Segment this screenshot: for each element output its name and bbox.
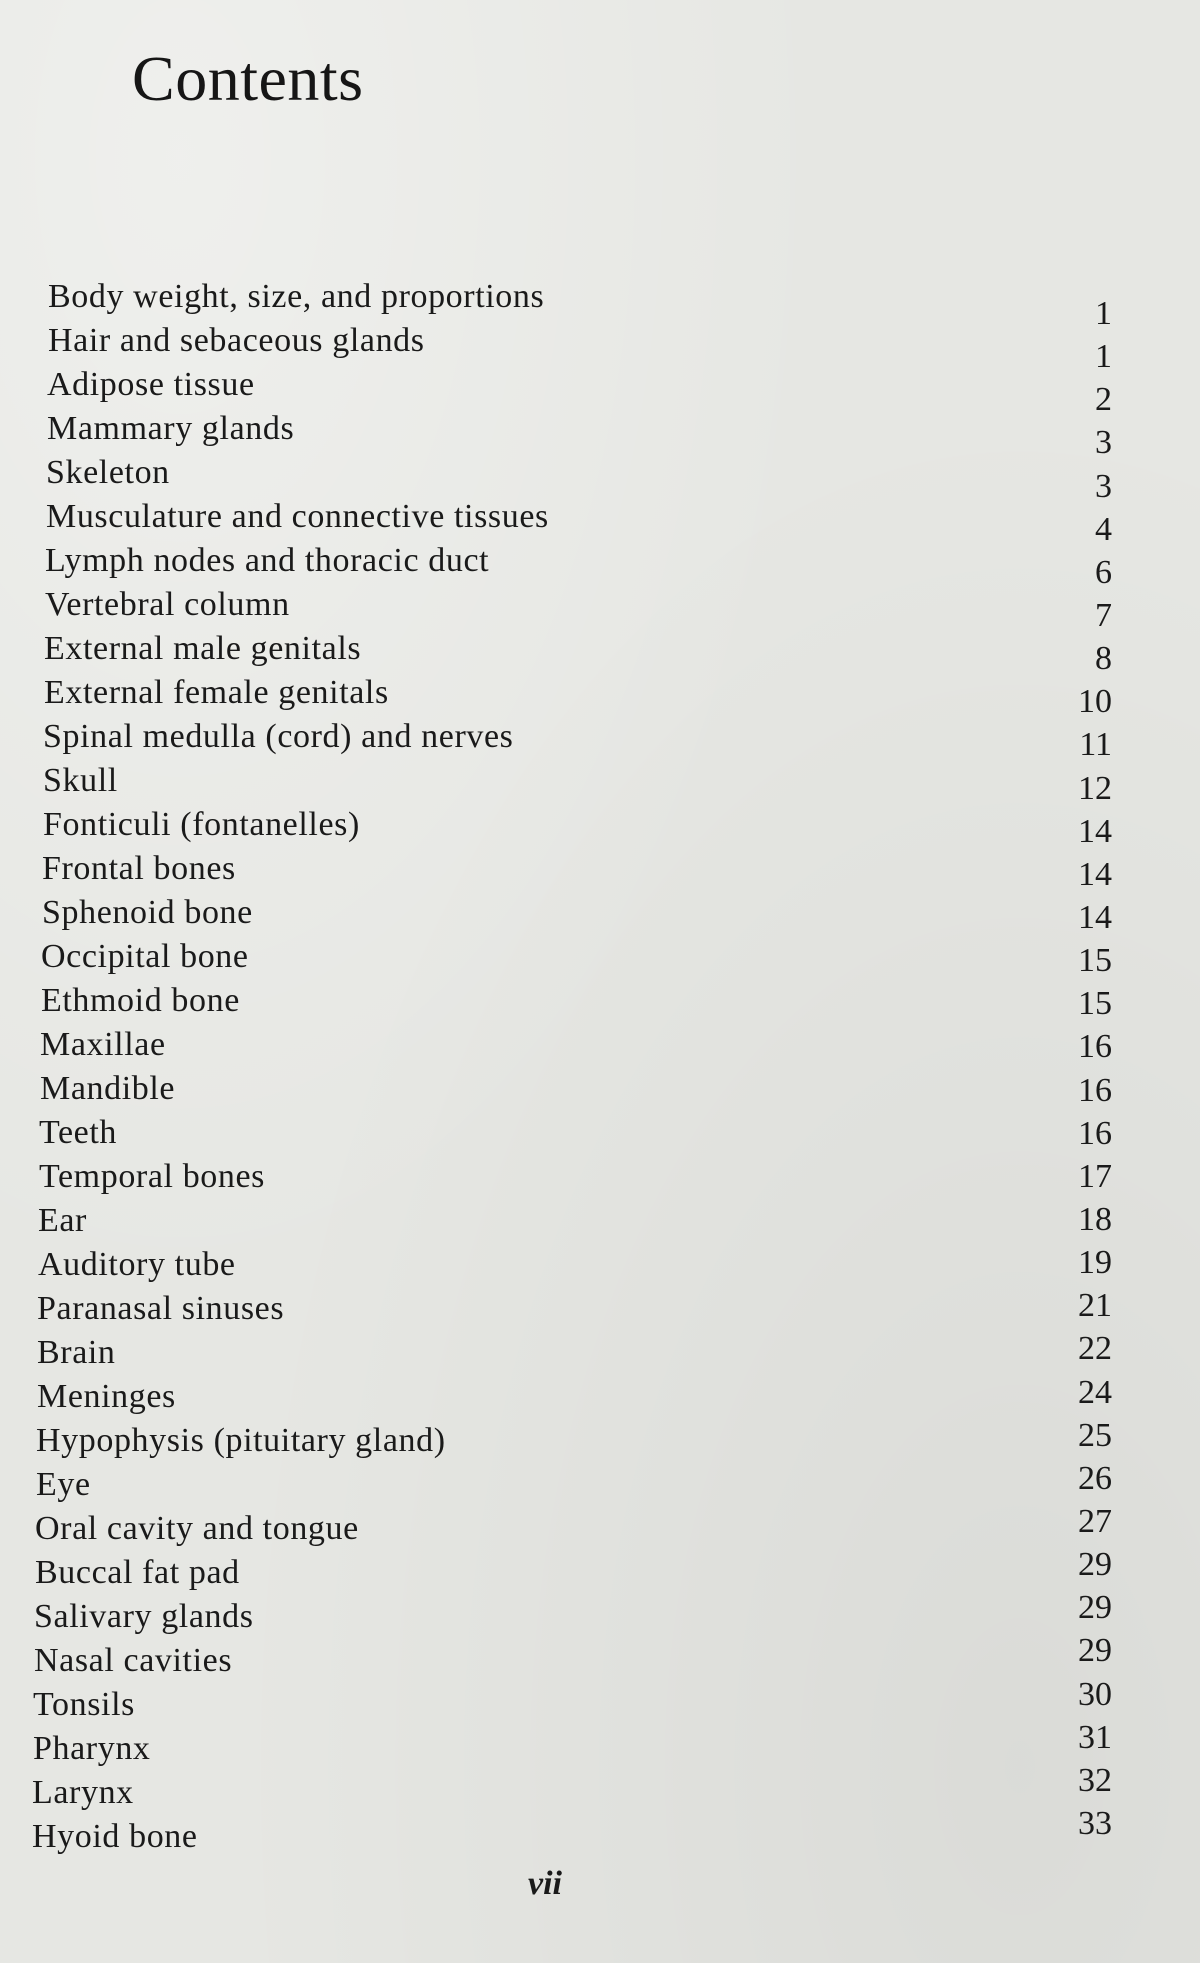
toc-entry-title: Meninges [37, 1378, 176, 1415]
toc-entry-page-number: 14 [1078, 813, 1112, 850]
toc-entry-page-number: 15 [1078, 985, 1112, 1022]
toc-entry-title: Mandible [40, 1070, 176, 1107]
toc-entry-page-number: 29 [1078, 1589, 1112, 1626]
toc-entry-title: External female genitals [44, 674, 389, 711]
toc-entry-title: Skeleton [46, 454, 170, 491]
toc-entry-title: Vertebral column [45, 586, 290, 623]
toc-entry-page-number: 1 [1095, 338, 1112, 375]
toc-entry-title: Hyoid bone [32, 1818, 198, 1855]
toc-entry-title: Paranasal sinuses [37, 1290, 285, 1327]
toc-entry-page-number: 11 [1079, 726, 1112, 763]
toc-entry-page-number: 3 [1095, 468, 1112, 505]
toc-entry-title: Body weight, size, and proportions [48, 278, 545, 315]
toc-entry-page-number: 4 [1095, 511, 1112, 548]
toc-entry-page-number: 15 [1078, 942, 1112, 979]
toc-entry-title: Pharynx [33, 1730, 151, 1767]
toc-entry-title: Maxillae [40, 1026, 166, 1063]
toc-entry-page-number: 30 [1078, 1676, 1112, 1713]
toc-entry-title: Brain [37, 1334, 116, 1371]
page-title: Contents [132, 43, 364, 114]
toc-entry-title: Ethmoid bone [41, 982, 240, 1019]
toc-entry-page-number: 32 [1078, 1762, 1112, 1799]
toc-entry-page-number: 22 [1078, 1330, 1112, 1367]
toc-entry-page-number: 8 [1095, 640, 1112, 677]
toc-entry-page-number: 29 [1078, 1546, 1112, 1583]
toc-entry-title: Hypophysis (pituitary gland) [36, 1422, 446, 1459]
toc-entry-page-number: 12 [1078, 770, 1112, 807]
toc-entry-page-number: 24 [1078, 1374, 1112, 1411]
toc-entry-page-number: 6 [1095, 554, 1112, 591]
toc-entry-page-number: 29 [1078, 1632, 1112, 1669]
toc-entry-page-number: 16 [1078, 1072, 1112, 1109]
toc-entry-title: Auditory tube [38, 1246, 236, 1283]
toc-entry-page-number: 10 [1078, 683, 1112, 720]
toc-entry-page-number: 18 [1078, 1201, 1112, 1238]
toc-entry-title: Larynx [32, 1774, 134, 1811]
page-number-folio: vii [528, 1865, 562, 1902]
toc-entry-title: Temporal bones [39, 1158, 266, 1195]
toc-entry-title: Spinal medulla (cord) and nerves [43, 718, 514, 755]
toc-entry-title: Occipital bone [41, 938, 249, 975]
toc-entry-title: Oral cavity and tongue [35, 1510, 359, 1547]
toc-entry-title: Eye [36, 1466, 91, 1503]
toc-entry-page-number: 17 [1078, 1158, 1112, 1195]
toc-entry-title: Fonticuli (fontanelles) [43, 806, 360, 843]
toc-entry-title: Hair and sebaceous glands [48, 322, 425, 359]
toc-entry-page-number: 2 [1095, 381, 1112, 418]
toc-entry-title: Frontal bones [42, 850, 236, 887]
toc-entry-title: Nasal cavities [34, 1642, 233, 1679]
toc-entry-title: External male genitals [44, 630, 362, 667]
toc-entry-title: Adipose tissue [47, 366, 255, 403]
toc-entry-title: Sphenoid bone [42, 894, 253, 931]
toc-entry-title: Skull [43, 762, 118, 799]
toc-entry-title: Lymph nodes and thoracic duct [45, 542, 490, 579]
toc-entry-title: Musculature and connective tissues [46, 498, 549, 535]
toc-entry-page-number: 25 [1078, 1417, 1112, 1454]
toc-entry-page-number: 7 [1095, 597, 1112, 634]
toc-entry-page-number: 26 [1078, 1460, 1112, 1497]
toc-entry-title: Ear [38, 1202, 87, 1239]
toc-entry-page-number: 14 [1078, 899, 1112, 936]
toc-entry-page-number: 19 [1078, 1244, 1112, 1281]
toc-entry-title: Buccal fat pad [35, 1554, 240, 1591]
toc-entry-title: Mammary glands [47, 410, 295, 447]
toc-entry-page-number: 1 [1095, 295, 1112, 332]
toc-entry-page-number: 27 [1078, 1503, 1112, 1540]
toc-entry-title: Teeth [39, 1114, 118, 1151]
toc-entry-page-number: 33 [1078, 1805, 1112, 1842]
toc-entry-page-number: 14 [1078, 856, 1112, 893]
toc-entry-page-number: 16 [1078, 1028, 1112, 1065]
toc-entry-page-number: 31 [1078, 1719, 1112, 1756]
toc-entry-title: Salivary glands [34, 1598, 254, 1635]
toc-entry-page-number: 3 [1095, 424, 1112, 461]
toc-entry-title: Tonsils [33, 1686, 135, 1723]
toc-entry-page-number: 16 [1078, 1115, 1112, 1152]
toc-entry-page-number: 21 [1078, 1287, 1112, 1324]
